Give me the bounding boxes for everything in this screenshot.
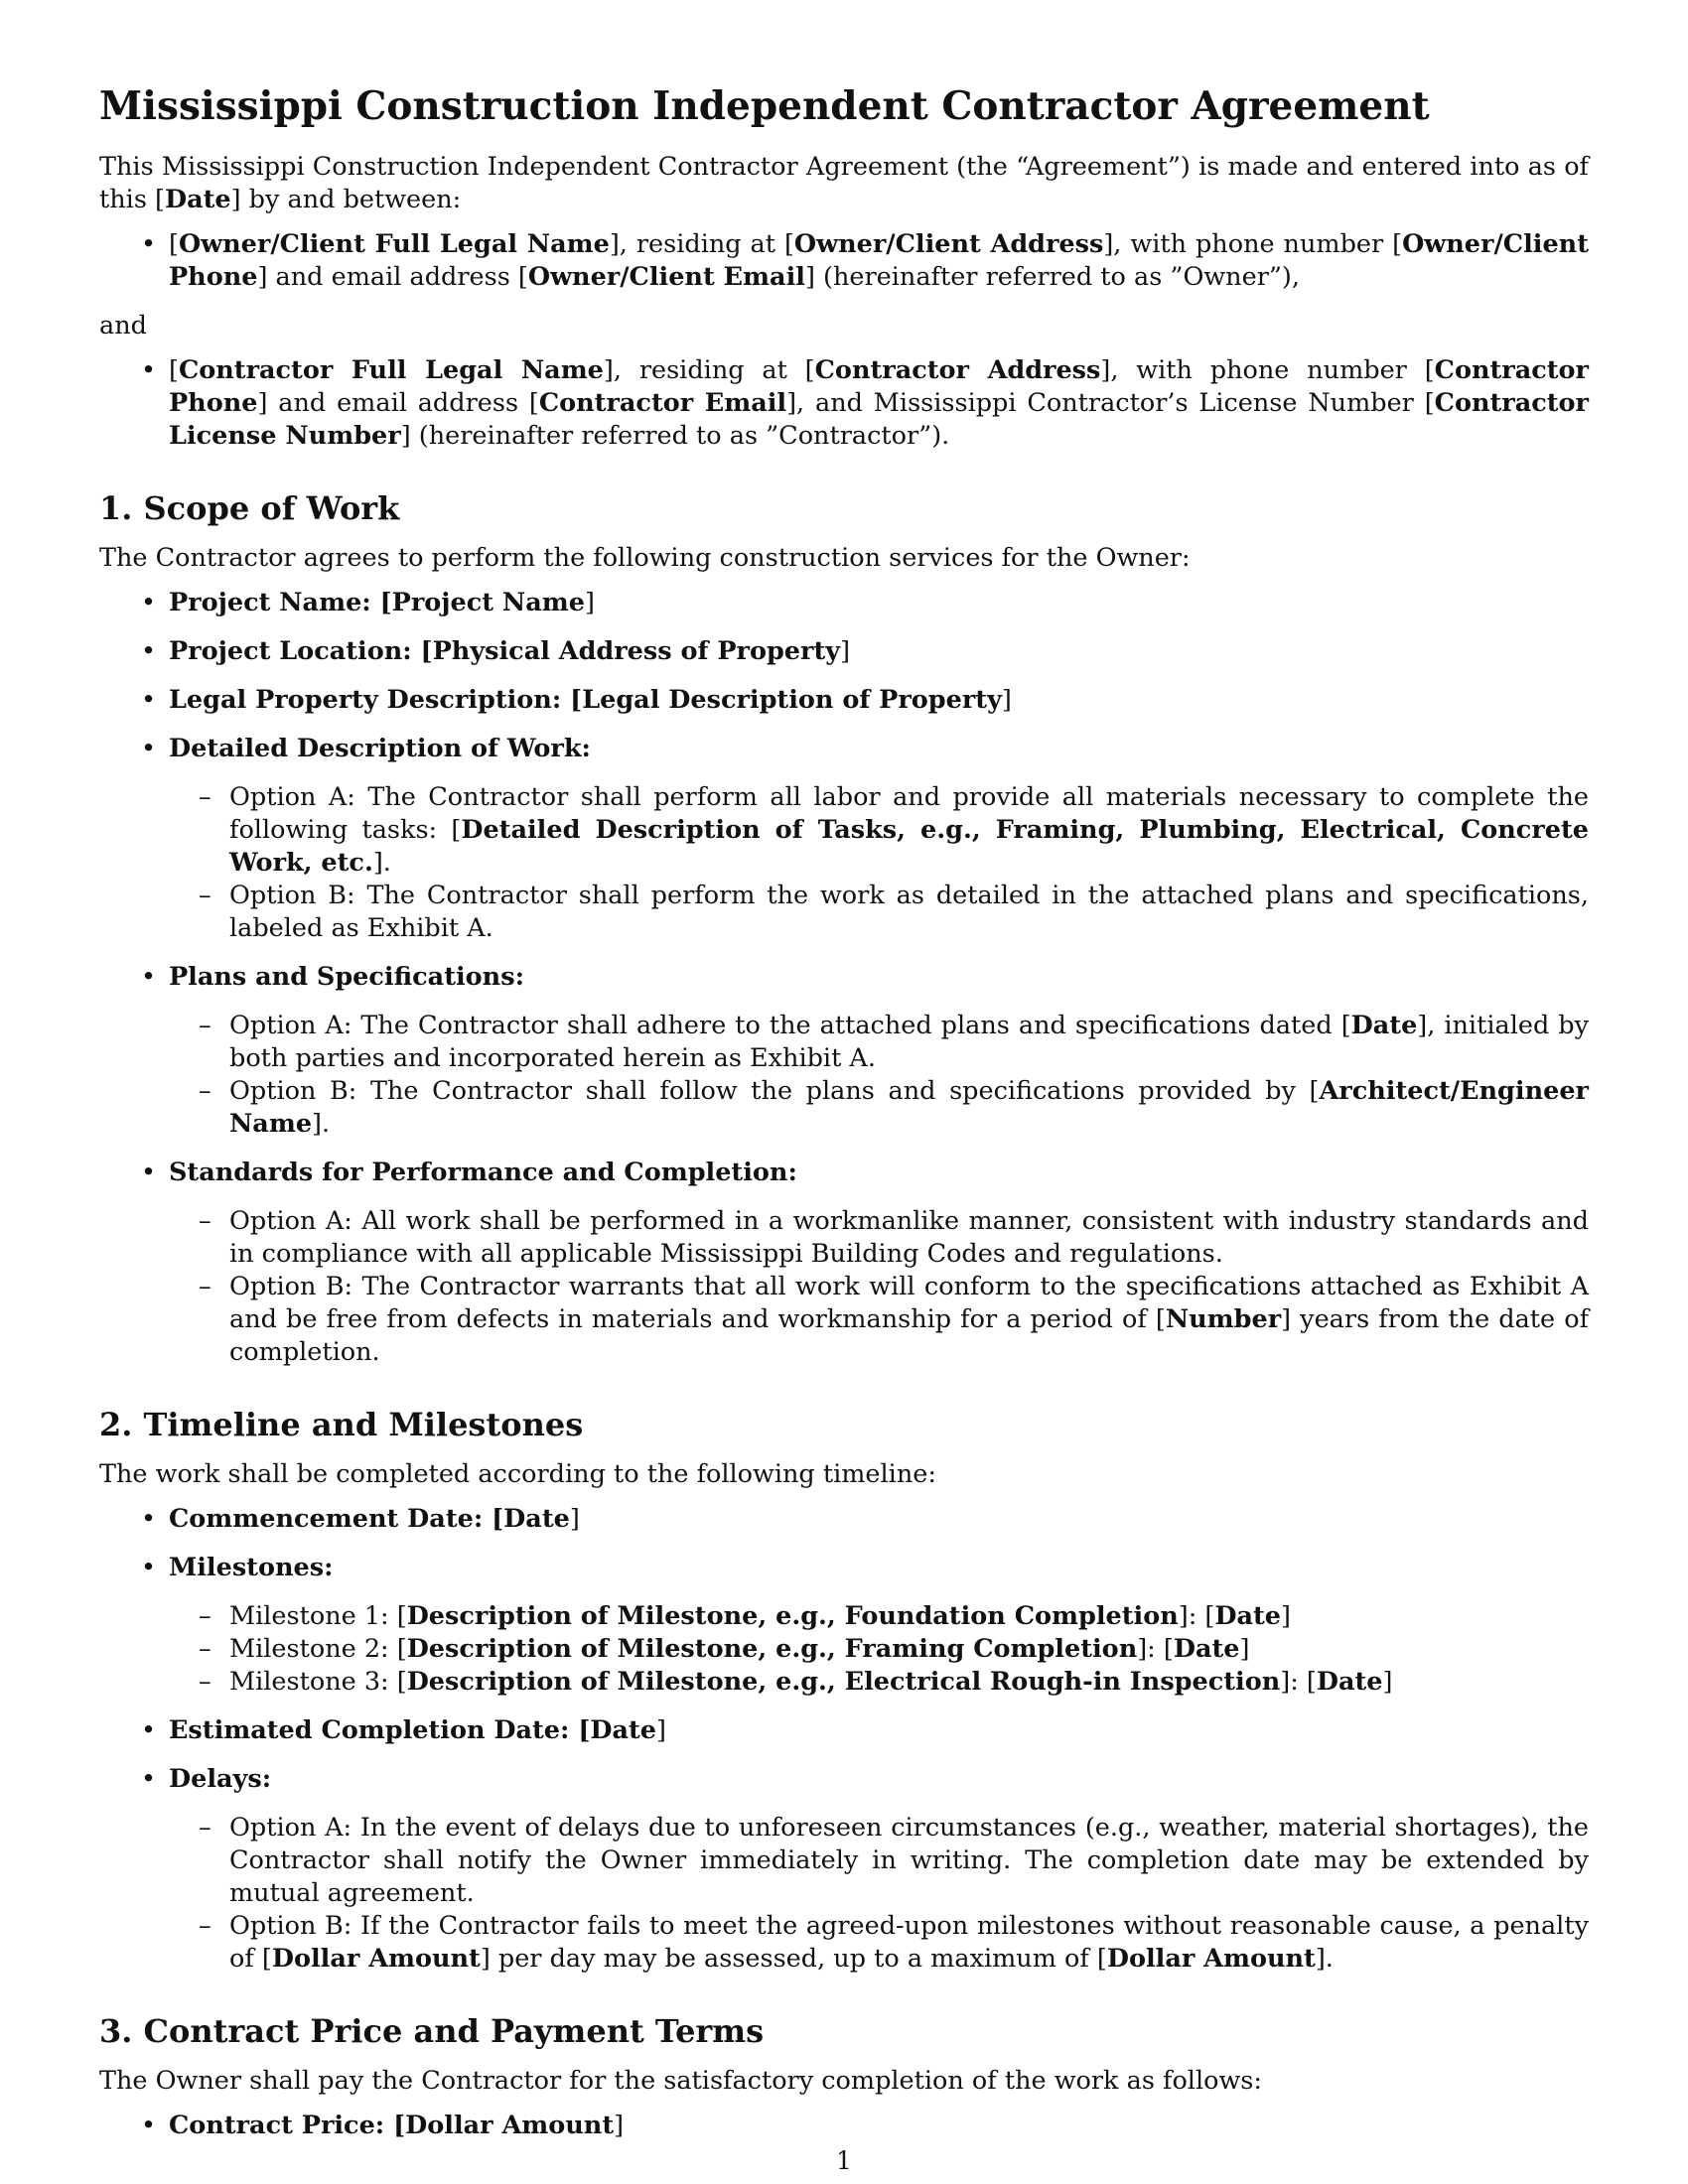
text-run: ] (hereinafter referred to as ”Owner”), [804,262,1300,292]
placeholder-field: Project Name: [Project Name [169,588,585,617]
placeholder-field: Description of Milestone, e.g., Foundation Completion [406,1601,1179,1631]
text-run: Option A: The Contractor shall perform all labor and provide all materials necessary to complete the following tasks: [ [229,782,1589,845]
placeholder-field: Contractor License Number [169,388,1589,451]
text-run: ] and email address [ [257,388,539,418]
list-item [99,733,1589,945]
placeholder-field: Commencement Date: [Date [169,1504,570,1534]
section-intro: The Contractor agrees to perform the following construction services for the Owner: [99,543,1191,573]
text-run: Milestone 2: [ [229,1634,407,1664]
list-item-label [169,684,1589,717]
placeholder-field: Date [1214,1601,1281,1631]
text-run: ] and email address [ [257,262,528,292]
text-run: ] per day may be assessed, up to a maximum of [ [480,1944,1107,1974]
list-item-label [169,1552,1589,1584]
placeholder-field: Dollar Amount [1106,1944,1316,1974]
option-item [169,1205,1589,1271]
text-run: Option A: In the event of delays due to unforeseen circumstances (e.g., weather, material shortages), the Contractor shall notify the Owner immediately in writing. The completion date may be extended by mutual agreement. [229,1813,1589,1908]
intro-paragraph [99,151,1589,216]
placeholder-field: Owner/Client Full Legal Name [178,229,610,259]
option-list [169,1812,1589,1976]
placeholder-field: Contractor Address [814,355,1101,385]
option-item [169,1910,1589,1976]
option-item [169,1633,1589,1666]
text-run: This Mississippi Construction Independent Contractor Agreement (the “Agreement”) is made and entered into as of this [99,152,1589,214]
text-run: ], residing at [ [603,355,815,385]
text-run: Option B: The Contractor warrants that all work will conform to the specifications attached as Exhibit A and be free from defects in materials and workmanship for a period of [ [229,1272,1589,1334]
placeholder-field: Owner/Client Phone [169,229,1589,292]
placeholder-field: Architect/Engineer Name [229,1076,1589,1139]
text-run: ], initialed by both parties and incorporated herein as Exhibit A. [229,1011,1589,1073]
placeholder-field: Date [164,185,231,214]
list-item-label [169,733,1589,765]
text-run: Option A: The Contractor shall adhere to the attached plans and specifications dated [ [229,1011,1351,1040]
option-list [169,781,1589,945]
and-connector: and [99,311,147,341]
text-run: ] [1239,1634,1250,1664]
text-run: ] by and between: [230,185,462,214]
text-run: Milestone 3: [ [229,1667,407,1697]
placeholder-field: Delays: [169,1764,272,1794]
list-item-label [169,1157,1589,1189]
option-item [169,1812,1589,1910]
placeholder-field: Contract Price: [Dollar Amount [169,2111,615,2140]
text-run: ], and Mississippi Contractor’s License Number [ [786,388,1435,418]
placeholder-field: Date [1173,1634,1240,1664]
contractor-party [99,354,1589,453]
text-run: ]. [372,848,391,878]
list-item [99,2110,1589,2142]
list-item [99,1552,1589,1699]
text-run: ], residing at [ [609,229,794,259]
list-item [99,587,1589,619]
text-run: ]: [ [1137,1634,1174,1664]
text-run: ]. [1315,1944,1334,1974]
section-contract-price [99,2011,1589,2142]
page-number: 1 [836,2146,852,2175]
text-run: [ [169,229,179,259]
text-run: ] [569,1504,580,1534]
text-run: Option B: The Contractor shall perform the work as detailed in the attached plans and specifications, labeled as Exhibit A. [229,881,1589,943]
list-item [99,635,1589,668]
list-item-label [169,1763,1589,1796]
text-run: [ [169,355,179,385]
placeholder-field: Plans and Specifications: [169,962,524,992]
list-item [99,1157,1589,1369]
list-item-label [169,1503,1589,1536]
timeline-list [99,1503,1589,1976]
placeholder-field: Contractor Email [538,388,787,418]
placeholder-field: Milestones: [169,1553,334,1582]
list-item-label [169,2110,1589,2142]
placeholder-field: Detailed Description of Work: [169,734,591,763]
text-run: ], with phone number [ [1103,229,1403,259]
option-item [169,1600,1589,1633]
text-run: ] [840,636,851,666]
option-item [169,1271,1589,1369]
option-item [169,1075,1589,1141]
placeholder-field: Standards for Performance and Completion: [169,1158,797,1187]
placeholder-field: Project Location: [Physical Address of Property [169,636,841,666]
placeholder-field: Detailed Description of Tasks, e.g., Framing, Plumbing, Electrical, Concrete Work, etc. [229,815,1589,878]
placeholder-field: Contractor Full Legal Name [178,355,604,385]
placeholder-field: Estimated Completion Date: [Date [169,1715,657,1745]
option-item [169,781,1589,880]
list-item-label [169,635,1589,668]
text-run: ]: [ [1178,1601,1215,1631]
placeholder-field: Legal Property Description: [Legal Description of Property [169,685,1002,715]
placeholder-field: Date [1350,1011,1418,1040]
text-run: ] [614,2111,625,2140]
text-run: ] [656,1715,666,1745]
price-list [99,2110,1589,2142]
placeholder-field: Owner/Client Address [793,229,1104,259]
text-run: ]: [ [1280,1667,1317,1697]
placeholder-field: Dollar Amount [271,1944,481,1974]
section-heading: 3. Contract Price and Payment Terms [99,2012,765,2050]
list-item [99,1714,1589,1747]
list-item [99,1763,1589,1976]
document-page [99,83,1589,2158]
text-run: ] [1382,1667,1393,1697]
option-list [169,1205,1589,1369]
list-item [99,1503,1589,1536]
list-item [99,961,1589,1141]
section-heading: 1. Scope of Work [99,489,400,527]
option-list [169,1010,1589,1141]
text-run: ] [1281,1601,1291,1631]
placeholder-field: Contractor Phone [169,355,1589,418]
text-run: ], with phone number [ [1100,355,1435,385]
option-list [169,1600,1589,1699]
option-item [169,1010,1589,1075]
text-run: Option A: All work shall be performed in a workmanlike manner, consistent with industry standards and in compliance with all applicable Mississippi Building Codes and regulations. [229,1206,1589,1269]
placeholder-field: Date [1316,1667,1383,1697]
section-heading: 2. Timeline and Milestones [99,1406,584,1443]
list-item-label [169,1714,1589,1747]
section-intro: The Owner shall pay the Contractor for the satisfactory completion of the work as follows: [99,2066,1262,2096]
text-run: Milestone 1: [ [229,1601,407,1631]
document-title: Mississippi Construction Independent Contractor Agreement [99,83,1430,129]
placeholder-field: Description of Milestone, e.g., Framing Completion [406,1634,1138,1664]
list-item [99,684,1589,717]
section-intro: The work shall be completed according to the following timeline: [99,1459,936,1489]
list-item-label [169,961,1589,994]
option-item [169,1666,1589,1699]
scope-list [99,587,1589,1369]
text-run: ] (hereinafter referred to as ”Contractor”). [400,421,950,451]
text-run: Option B: The Contractor shall follow the plans and specifications provided by [ [229,1076,1320,1106]
text-run: Option B: If the Contractor fails to meet the agreed-upon milestones without reasonable cause, a penalty of [ [229,1911,1589,1974]
placeholder-field: Number [1165,1304,1282,1334]
list-item-label [169,587,1589,619]
text-run: [ [155,185,165,214]
text-run: ]. [312,1109,331,1139]
section-timeline-milestones [99,1405,1589,1976]
placeholder-field: Description of Milestone, e.g., Electrical Rough-in Inspection [406,1667,1281,1697]
contractor-party-list [99,354,1589,453]
text-run: ] [584,588,595,617]
section-scope-of-work [99,488,1589,1369]
text-run: ] years from the date of completion. [229,1304,1590,1367]
owner-party-list [99,228,1589,294]
owner-party [99,228,1589,294]
placeholder-field: Owner/Client Email [527,262,805,292]
option-item [169,880,1589,945]
text-run: ] [1001,685,1012,715]
